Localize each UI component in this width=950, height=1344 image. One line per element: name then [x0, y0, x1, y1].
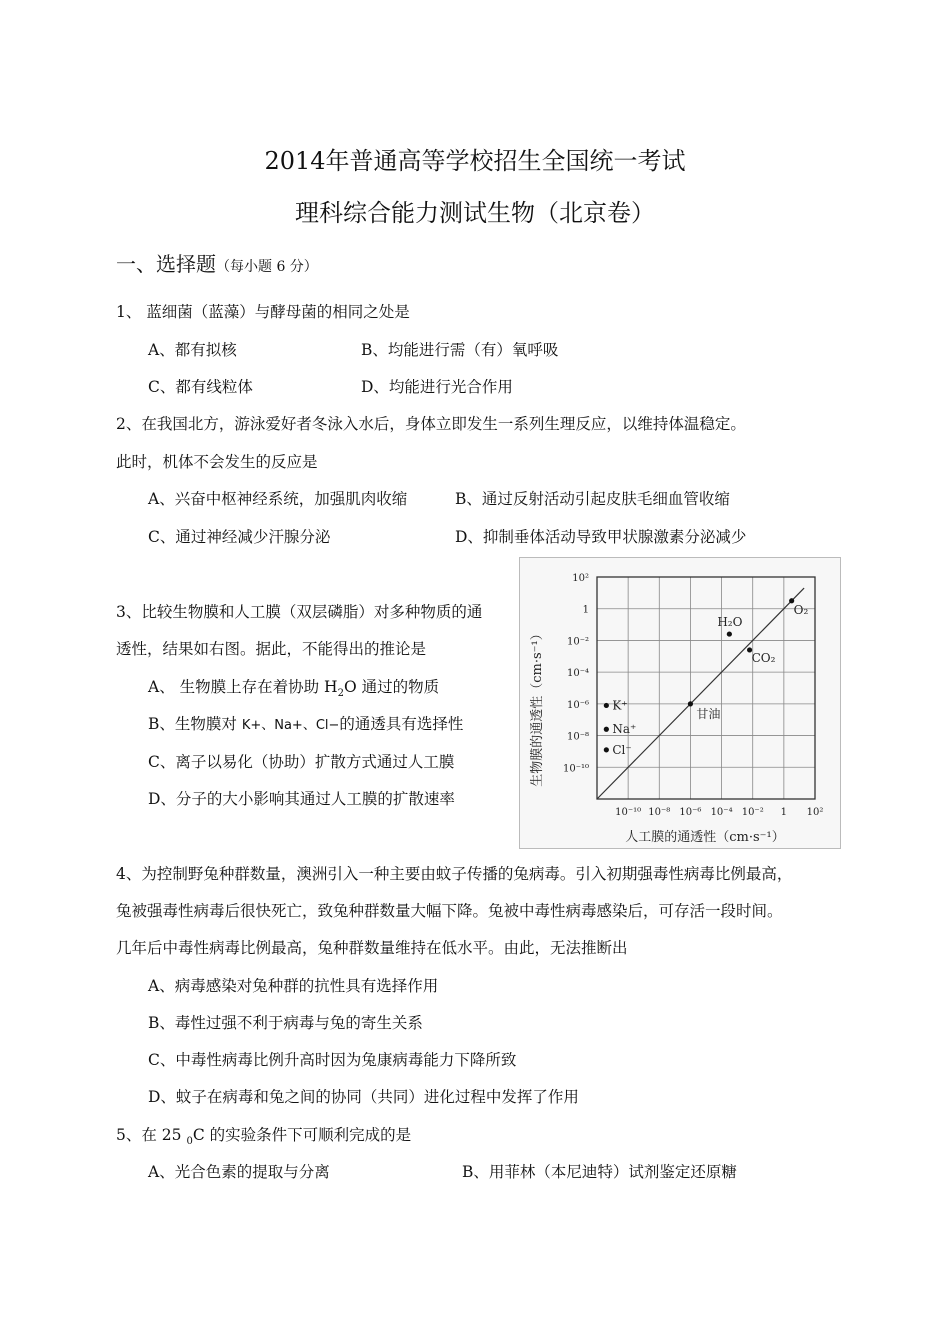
- x-tick-label: 10⁻⁸: [648, 807, 671, 818]
- data-point: [688, 701, 693, 706]
- q2-option-b: B、通过反射活动引起皮肤毛细血管收缩: [455, 490, 730, 508]
- q3-option-c: C、离子以易化（协助）扩散方式通过人工膜: [148, 753, 455, 771]
- data-point: [604, 703, 609, 708]
- q3-option-a: [148, 677, 439, 704]
- q2-option-a: A、兴奋中枢神经系统，加强肌肉收缩: [148, 490, 408, 508]
- data-point: [727, 631, 732, 636]
- q4-option-a: A、病毒感染对兔种群的抗性具有选择作用: [148, 977, 439, 995]
- data-point-label: H₂O: [717, 615, 743, 630]
- q5-option-b: B、用菲林（本尼迪特）试剂鉴定还原糖: [462, 1163, 737, 1181]
- section-heading: [116, 254, 318, 277]
- q2-option-d: D、抑制垂体活动导致甲状腺激素分泌减少: [455, 528, 747, 546]
- x-axis-label: 人工膜的通透性（cm·s⁻¹）: [625, 830, 785, 845]
- y-tick-label: 10⁻⁸: [566, 731, 589, 743]
- q5-stem: [116, 1125, 411, 1152]
- q3-option-a-post: O 通过的物质: [343, 678, 440, 696]
- y-tick-label: 1: [582, 604, 589, 616]
- x-tick-label: 10²: [806, 807, 824, 818]
- data-point: [604, 747, 609, 752]
- data-point-label: Cl⁻: [612, 742, 632, 757]
- q3-option-d: D、分子的大小影响其通过人工膜的扩散速率: [148, 790, 455, 808]
- exam-title: 2014年普通高等学校招生全国统一考试: [264, 147, 686, 175]
- q4-option-d: D、蚊子在病毒和兔之间的协同（共同）进化过程中发挥了作用: [148, 1088, 579, 1106]
- permeability-chart: [519, 557, 841, 849]
- q1-option-d: D、均能进行光合作用: [361, 378, 513, 396]
- data-point-label: K⁺: [612, 698, 628, 713]
- q5-stem-pre: 5、在 25: [116, 1126, 187, 1144]
- y-tick-label: 10⁻⁶: [566, 699, 589, 711]
- q4-option-b: B、毒性过强不利于病毒与兔的寄生关系: [148, 1014, 423, 1032]
- data-point: [604, 727, 609, 732]
- q5-stem-post: C 的实验条件下可顺利完成的是: [192, 1126, 412, 1144]
- q3-option-a-pre: A、 生物膜上存在着协助 H: [148, 678, 338, 696]
- data-point-label: Na⁺: [612, 722, 637, 737]
- x-tick-label: 10⁻¹⁰: [615, 807, 642, 818]
- x-tick-label: 1: [780, 807, 788, 818]
- q2-option-c: C、通过神经减少汗腺分泌: [148, 528, 331, 546]
- section-title: 一、选择题: [116, 252, 216, 276]
- q5-option-a: A、光合色素的提取与分离: [148, 1163, 330, 1181]
- q1-option-c: C、都有线粒体: [148, 378, 253, 396]
- q4-option-c: C、中毒性病毒比例升高时因为兔康病毒能力下降所致: [148, 1051, 517, 1069]
- y-tick-label: 10²: [572, 573, 589, 584]
- q4-stem-line3: 几年后中毒性病毒比例最高，兔种群数量维持在低水平。由此，无法推断出: [116, 939, 628, 957]
- q4-stem-line1: 4、为控制野兔种群数量，澳洲引入一种主要由蚊子传播的兔病毒。引入初期强毒性病毒比例最高，: [116, 865, 793, 883]
- data-point-label: O₂: [793, 602, 809, 617]
- section-note: （每小题 6 分）: [216, 259, 318, 275]
- exam-subtitle: 理科综合能力测试生物（北京卷）: [295, 199, 655, 227]
- q3-option-b-pre: B、生物膜对: [148, 715, 242, 733]
- q3-option-a-sub: 2: [337, 688, 344, 700]
- q1-option-a: A、都有拟核: [148, 341, 237, 359]
- q2-stem-line1: 2、在我国北方，游泳爱好者冬泳入水后，身体立即发生一系列生理反应，以维持体温稳定。: [116, 415, 746, 433]
- q2-stem-line2: 此时，机体不会发生的反应是: [116, 453, 318, 471]
- q3-option-b: [148, 714, 463, 736]
- y-axis-label: 生物膜的通透性（cm·s⁻¹）: [530, 627, 545, 787]
- data-point-label: 甘油: [696, 706, 721, 721]
- data-point-label: CO₂: [751, 650, 776, 665]
- y-tick-label: 10⁻²: [566, 636, 589, 648]
- x-tick-label: 10⁻⁴: [710, 807, 733, 818]
- q4-stem-line2: 兔被强毒性病毒后很快死亡，致兔种群数量大幅下降。兔被中毒性病毒感染后，可存活一段时间。: [116, 902, 783, 920]
- q1-option-b: B、均能进行需（有）氧呼吸: [361, 341, 559, 359]
- x-tick-label: 10⁻⁶: [679, 807, 702, 818]
- x-tick-label: 10⁻²: [741, 807, 764, 818]
- q3-stem-line1: 3、比较生物膜和人工膜（双层磷脂）对多种物质的通: [116, 603, 483, 621]
- q3-option-b-post: 的通透具有选择性: [339, 715, 464, 733]
- q3-stem-line2: 透性，结果如右图。据此，不能得出的推论是: [116, 640, 427, 658]
- q3-option-b-ions: K+、Na+、Cl−: [241, 718, 340, 733]
- y-tick-label: 10⁻⁴: [566, 668, 589, 680]
- q1-stem: 1、 蓝细菌（蓝藻）与酵母菌的相同之处是: [116, 303, 410, 321]
- q5-degree: 0: [186, 1136, 193, 1148]
- y-tick-label: 10⁻¹⁰: [562, 763, 589, 775]
